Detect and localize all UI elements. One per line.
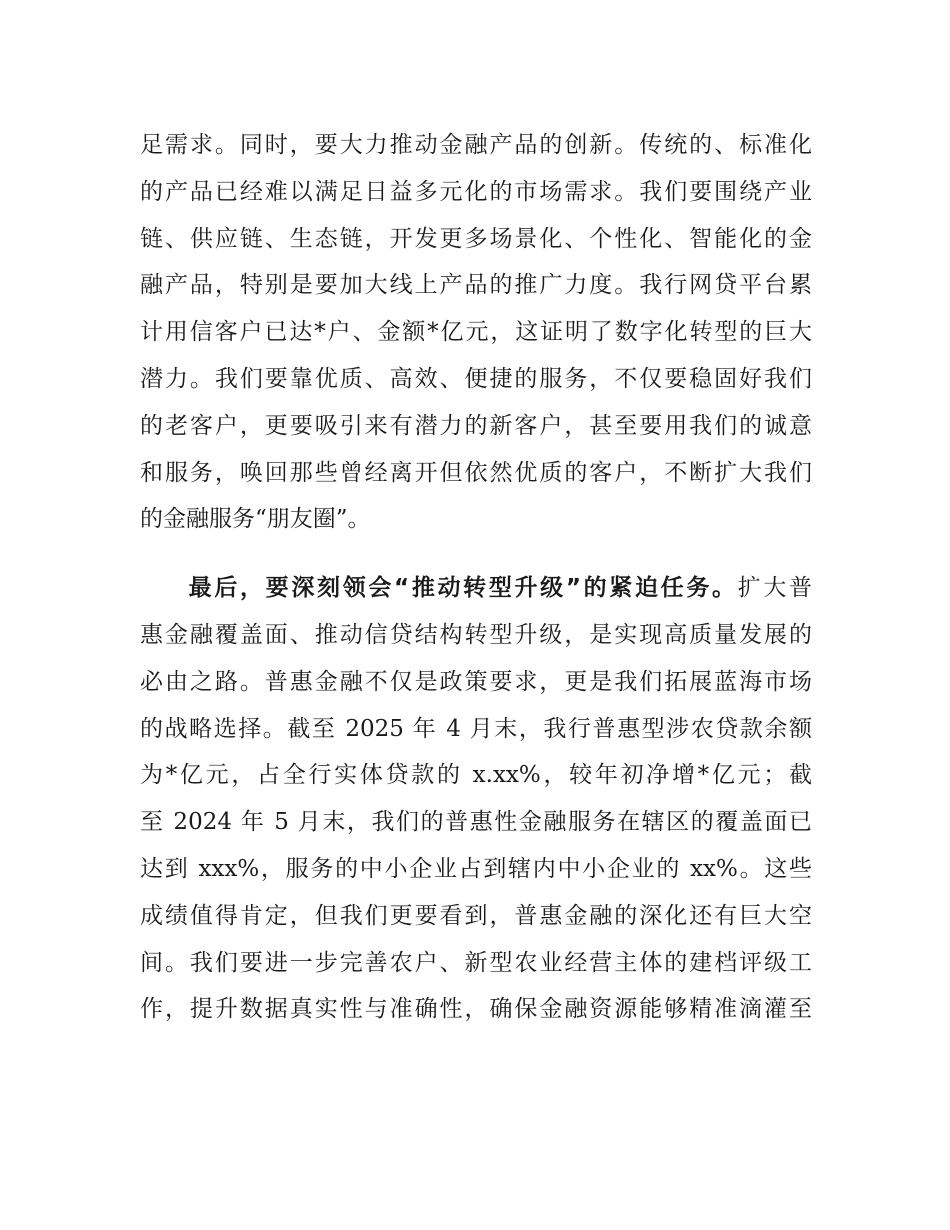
text-line: 成绩值得肯定，但我们更要看到，普惠金融的深化还有巨大空	[140, 902, 812, 929]
text-line: 为*亿元，占全行实体贷款的 x.xx%，较年初净增*亿元；截	[140, 762, 812, 789]
text-line: 惠金融覆盖面、推动信贷结构转型升级，是实现高质量发展的	[140, 621, 812, 648]
paragraph-heading: 最后，要深刻领会“推动转型升级”的紧迫任务。	[186, 575, 738, 602]
text-line: 的老客户，更要吸引来有潜力的新客户，甚至要用我们的诚意	[140, 412, 812, 439]
paragraph-first-line	[140, 565, 812, 612]
text-line: 必由之路。普惠金融不仅是政策要求，更是我们拓展蓝海市场	[140, 668, 812, 695]
text-line: 至 2024 年 5 月末，我们的普惠性金融服务在辖区的覆盖面已	[140, 809, 812, 836]
paragraph-spacer	[140, 543, 812, 565]
text-line: 的产品已经难以满足日益多元化的市场需求。我们要围绕产业	[140, 178, 812, 205]
text-line: 和服务，唤回那些曾经离开但依然优质的客户，不断扩大我们	[140, 459, 812, 486]
text-line: 融产品，特别是要加大线上产品的推广力度。我行网贷平台累	[140, 272, 812, 299]
text-line: 达到 xxx%，服务的中小企业占到辖内中小企业的 xx%。这些	[140, 855, 812, 882]
text-line: 的战略选择。截至 2025 年 4 月末，我行普惠型涉农贷款余额	[140, 715, 812, 742]
text-line: 足需求。同时，要大力推动金融产品的创新。传统的、标准化	[140, 132, 812, 158]
text-line: 的金融服务“朋友圈”。	[140, 506, 371, 533]
text-line: 作，提升数据真实性与准确性，确保金融资源能够精准滴灌至	[140, 996, 812, 1023]
document-page	[140, 122, 812, 1033]
text-line: 计用信客户已达*户、金额*亿元，这证明了数字化转型的巨大	[140, 319, 812, 346]
paragraph-2	[140, 565, 812, 1033]
text-line: 链、供应链、生态链，开发更多场景化、个性化、智能化的金	[140, 225, 812, 252]
text-line: 间。我们要进一步完善农户、新型农业经营主体的建档评级工	[140, 949, 812, 976]
text-line: 潜力。我们要靠优质、高效、便捷的服务，不仅要稳固好我们	[140, 365, 812, 392]
text-run: 扩大普	[737, 575, 813, 602]
paragraph-1	[140, 122, 812, 543]
